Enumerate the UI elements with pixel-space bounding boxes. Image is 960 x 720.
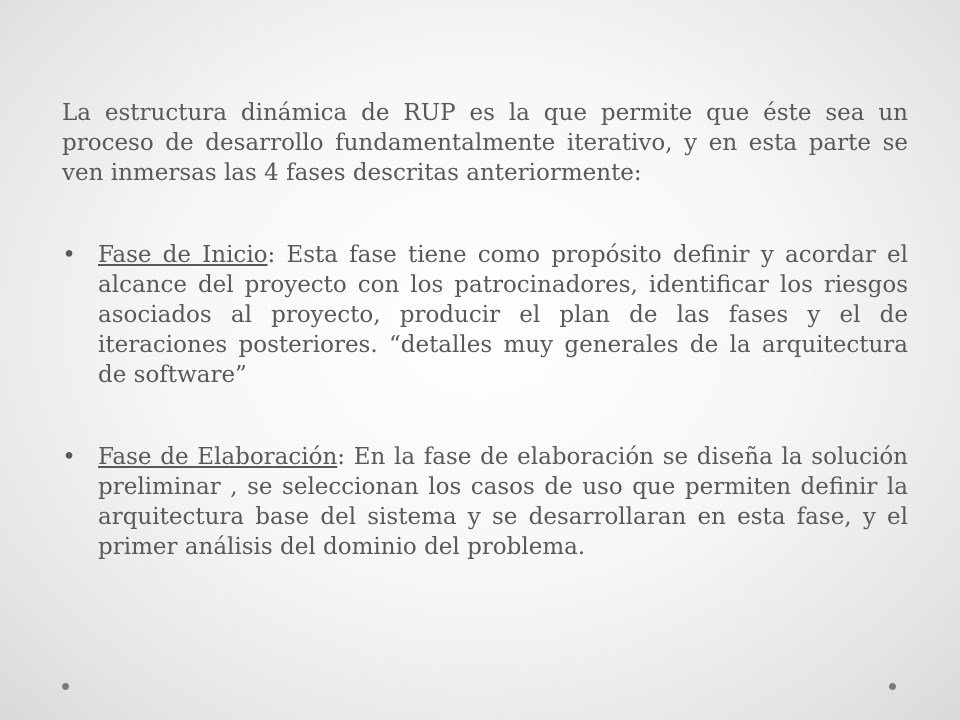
slide-content <box>62 98 908 562</box>
list-item-fase-inicio <box>62 240 908 390</box>
list-item-fase-elaboracion <box>62 442 908 562</box>
phase-term: Fase de Elaboración <box>98 444 338 470</box>
phase-description: : En la fase de elaboración se diseña la solución preliminar , se seleccionan los casos de uso que permiten definir la arquitectura base del sistema y se desarrollaran en esta fase, y el primer análisis del dominio del problema. <box>98 444 908 560</box>
phase-term: Fase de Inicio <box>98 242 268 268</box>
phase-list <box>62 240 908 562</box>
phase-description: : Esta fase tiene como propósito definir y acordar el alcance del proyecto con los patrocinadores, identificar los riesgos asociados al proyecto, producir el plan de las fases y el de iteraciones posteriores. “detalles muy generales de la arquitectura de software” <box>98 242 908 388</box>
decorative-dot-icon <box>889 683 896 690</box>
bullet-icon: • <box>62 444 76 470</box>
intro-paragraph: La estructura dinámica de RUP es la que permite que éste sea un proceso de desarrollo fundamentalmente iterativo, y en esta parte se ven inmersas las 4 fases descritas anteriormente: <box>62 100 908 186</box>
decorative-dot-icon <box>62 683 69 690</box>
bullet-icon: • <box>62 242 76 268</box>
